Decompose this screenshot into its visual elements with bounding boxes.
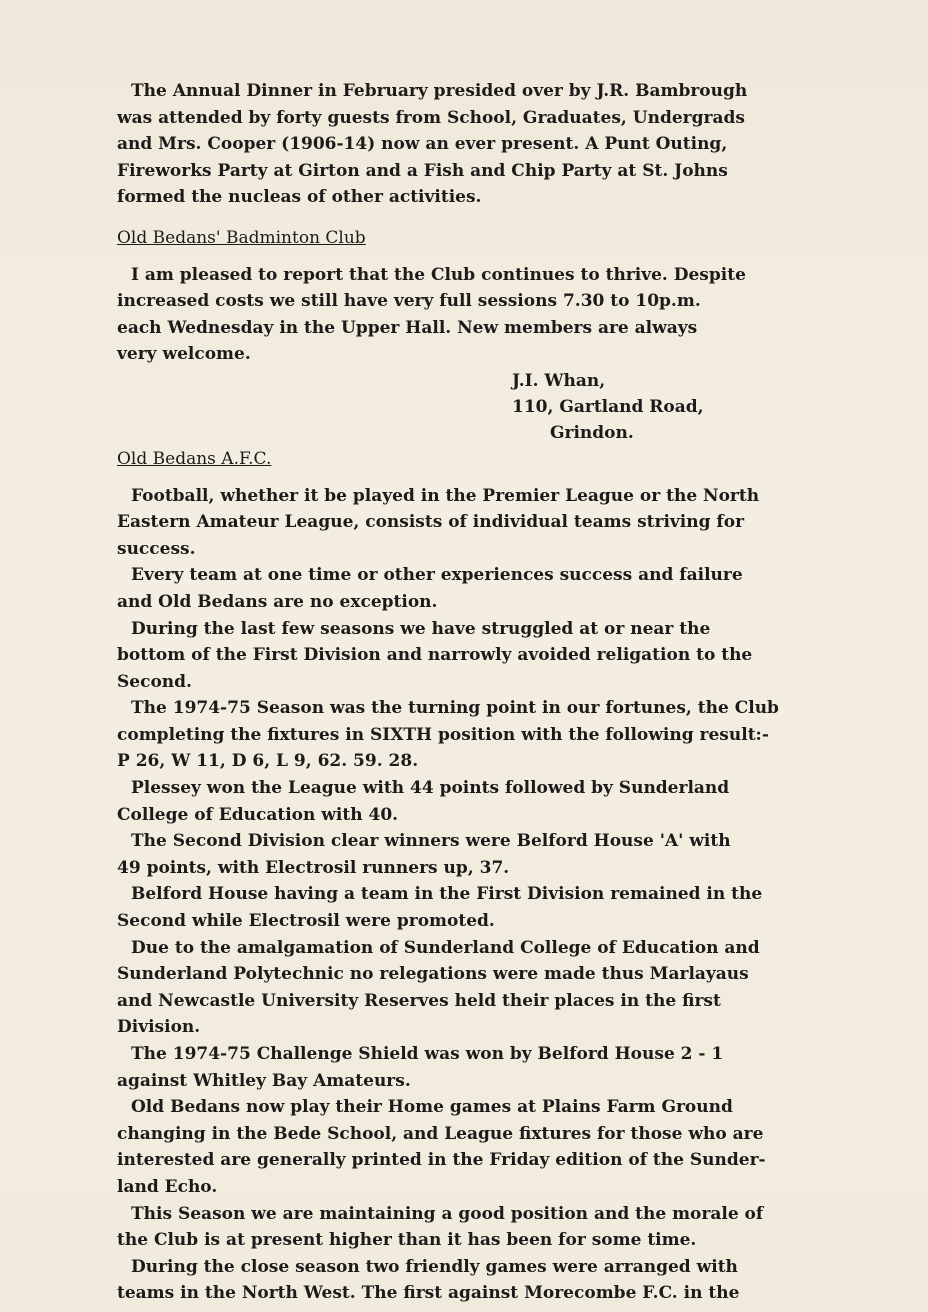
badminton-paragraph bbox=[117, 262, 817, 368]
text-line: increased costs we still have very full sessions 7.30 to 10p.m. bbox=[117, 291, 701, 312]
text-line: formed the nucleas of other activities. bbox=[117, 187, 482, 208]
text-line: This Season we are maintaining a good position and the morale of bbox=[131, 1203, 764, 1224]
text-line: the Club is at present higher than it has been for some time. bbox=[117, 1230, 697, 1251]
text-line: Sunderland Polytechnic no relegations were made thus Marlayaus bbox=[117, 964, 749, 985]
text-line: The Second Division clear winners were Belford House 'A' with bbox=[131, 831, 731, 852]
text-line: interested are generally printed in the Friday edition of the Sunder- bbox=[117, 1150, 766, 1171]
text-line: Football, whether it be played in the Premier League or the North bbox=[131, 485, 760, 506]
article-body bbox=[117, 78, 817, 1307]
text-line: Old Bedans now play their Home games at Plains Farm Ground bbox=[131, 1097, 733, 1118]
text-line: Every team at one time or other experiences success and failure bbox=[131, 565, 743, 586]
text-line: against Whitley Bay Amateurs. bbox=[117, 1070, 411, 1091]
text-line: The 1974-75 Challenge Shield was won by Belford House 2 - 1 bbox=[131, 1044, 724, 1064]
afc-paragraph bbox=[117, 935, 817, 1041]
text-line: was attended by forty guests from School, Graduates, Undergrads bbox=[117, 107, 745, 128]
text-line: The Annual Dinner in February presided over by J.R. Bambrough bbox=[131, 81, 748, 101]
text-line: 49 points, with Electrosil runners up, 37. bbox=[117, 857, 510, 878]
text-line: very welcome. bbox=[117, 344, 251, 365]
text-line: Plessey won the League with 44 points followed by Sunderland bbox=[131, 778, 730, 799]
afc-paragraph bbox=[117, 1041, 817, 1094]
text-line: I am pleased to report that the Club continues to thrive. Despite bbox=[131, 264, 746, 285]
text-line: Second while Electrosil were promoted. bbox=[117, 911, 495, 932]
signature-address: 110, Gartland Road, bbox=[512, 396, 704, 417]
text-line: Due to the amalgamation of Sunderland College of Education and bbox=[131, 937, 760, 958]
afc-paragraph bbox=[117, 1254, 817, 1307]
afc-paragraph bbox=[117, 1094, 817, 1200]
text-line: success. bbox=[117, 538, 196, 559]
text-line: changing in the Bede School, and League fixtures for those who are bbox=[117, 1123, 764, 1144]
text-line: each Wednesday in the Upper Hall. New members are always bbox=[117, 317, 698, 338]
text-line: land Echo. bbox=[117, 1176, 218, 1197]
edge-marks bbox=[900, 60, 904, 112]
afc-paragraph bbox=[117, 1201, 817, 1254]
signature-name: J.I. Whan, bbox=[512, 370, 606, 391]
text-line: and Old Bedans are no exception. bbox=[117, 591, 438, 612]
afc-paragraph bbox=[117, 562, 817, 615]
afc-paragraph bbox=[117, 775, 817, 828]
text-line: The 1974-75 Season was the turning point in our fortunes, the Club bbox=[131, 698, 779, 719]
text-line: During the close season two friendly games were arranged with bbox=[131, 1256, 738, 1277]
afc-heading: Old Bedans A.F.C. bbox=[117, 448, 272, 469]
text-line: College of Education with 40. bbox=[117, 804, 399, 825]
text-line: Second. bbox=[117, 671, 192, 692]
text-line: and Mrs. Cooper (1906-14) now an ever present. A Punt Outing, bbox=[117, 134, 728, 155]
text-line: Eastern Amateur League, consists of individual teams striving for bbox=[117, 512, 745, 533]
text-line: Division. bbox=[117, 1017, 201, 1038]
afc-paragraph bbox=[117, 695, 817, 775]
text-line: Fireworks Party at Girton and a Fish and Chip Party at St. Johns bbox=[117, 160, 728, 181]
text-line: P 26, W 11, D 6, L 9, 62. 59. 28. bbox=[117, 751, 419, 772]
afc-paragraph bbox=[117, 881, 817, 934]
afc-paragraph bbox=[117, 616, 817, 696]
afc-paragraph bbox=[117, 483, 817, 563]
afc-paragraph bbox=[117, 828, 817, 881]
dinner-paragraph bbox=[117, 78, 817, 211]
text-line: completing the fixtures in SIXTH position with the following result:- bbox=[117, 724, 769, 745]
badminton-heading: Old Bedans' Badminton Club bbox=[117, 227, 366, 248]
text-line: Belford House having a team in the First Division remained in the bbox=[131, 884, 763, 905]
text-line: bottom of the First Division and narrowly avoided religation to the bbox=[117, 645, 753, 666]
signature-town: Grindon. bbox=[550, 422, 634, 443]
signature-block bbox=[512, 368, 817, 446]
text-line: and Newcastle University Reserves held their places in the first bbox=[117, 990, 721, 1011]
text-line: During the last few seasons we have struggled at or near the bbox=[131, 618, 711, 639]
text-line: teams in the North West. The first against Morecombe F.C. in the bbox=[117, 1283, 740, 1304]
